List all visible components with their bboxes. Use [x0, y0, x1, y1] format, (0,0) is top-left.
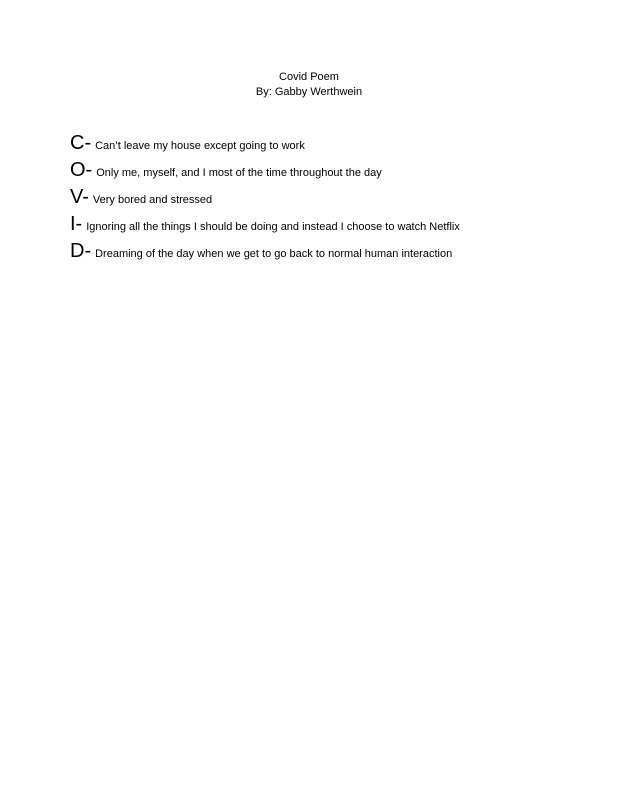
poem-line-text: Very bored and stressed [92, 194, 213, 206]
acrostic-letter: V- [70, 186, 89, 208]
acrostic-letter: O- [70, 159, 93, 181]
acrostic-letter: I- [70, 213, 83, 235]
poem-author: By: Gabby Werthwein [255, 86, 363, 98]
poem-line-text: Ignoring all the things I should be doing and instead I choose to watch Netflix [86, 221, 460, 233]
poem-line-c [70, 132, 305, 154]
poem-line-i [70, 213, 460, 235]
poem-line-text: Only me, myself, and I most of the time throughout the day [96, 167, 382, 179]
poem-line-text: Can’t leave my house except going to work [95, 140, 305, 152]
poem-title: Covid Poem [279, 71, 339, 83]
poem-line-d [70, 240, 452, 262]
acrostic-letter: D- [70, 240, 92, 262]
acrostic-letter: C- [70, 132, 92, 154]
poem-line-o [70, 159, 382, 181]
poem-line-v [70, 186, 212, 208]
poem-line-text: Dreaming of the day when we get to go back to normal human interaction [95, 248, 453, 260]
